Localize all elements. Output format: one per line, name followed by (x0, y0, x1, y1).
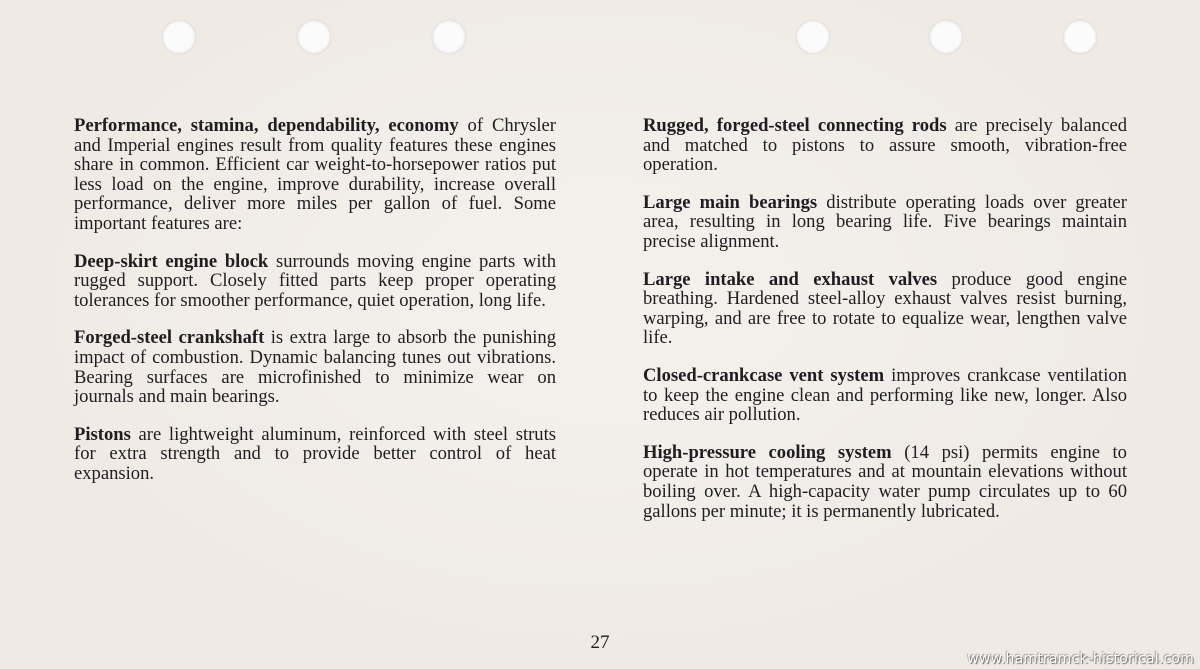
paragraph-connecting-rods (643, 116, 1127, 175)
paragraph-valves (643, 270, 1127, 348)
paragraph-lead: Forged-steel crankshaft (74, 327, 265, 349)
left-column (74, 116, 556, 502)
paragraph-engine-block (74, 252, 556, 311)
paragraph-crankshaft (74, 328, 556, 406)
right-column (643, 116, 1127, 539)
binder-hole (796, 20, 830, 54)
paragraph-vent-system (643, 366, 1127, 425)
binder-hole (297, 20, 331, 54)
paragraph-lead: Large intake and exhaust valves (643, 268, 938, 290)
paragraph-lead: Pistons (74, 423, 131, 445)
paragraph-lead: Performance, stamina, dependability, economy (74, 115, 459, 136)
paragraph-body: of Chrysler and Imperial engines result from quality features these engines share in common. Efficient car weight-to-horsepower ratios put less load on the engine, improve durability, increase overall performance, deliver more miles per gallon of fuel. Some important features are: (74, 115, 556, 234)
paragraph-body: produce good engine breathing. Hardened steel-alloy exhaust valves resist burning, warping, and are free to rotate to equalize wear, lengthen valve life. (643, 268, 1127, 349)
binder-hole (929, 20, 963, 54)
page-number: 27 (590, 632, 610, 653)
watermark: www.hamtramck-historical.com (967, 651, 1194, 667)
paragraph-body: are precisely balanced and matched to pistons to assure smooth, vibration-free operation. (643, 115, 1128, 176)
paragraph-body: distribute operating loads over greater area, resulting in long bearing life. Five bearings maintain precise alignment. (643, 191, 1127, 252)
paragraph-lead: Large main bearings (643, 191, 818, 213)
paragraph-performance (74, 116, 556, 234)
paragraph-body: is extra large to absorb the punishing impact of combustion. Dynamic balancing tunes out vibrations. Bearing surfaces are microfinished to minimize wear on journals and main bearings. (74, 327, 556, 408)
paragraph-body: are lightweight aluminum, reinforced with steel struts for extra strength and to provide better control of heat expansion. (74, 423, 556, 484)
binder-hole (1063, 20, 1097, 54)
paragraph-body: surrounds moving engine parts with rugged support. Closely fitted parts keep proper operating tolerances for smoother performance, quiet operation, long life. (74, 250, 557, 311)
paragraph-lead: Closed-crankcase vent system (643, 364, 885, 386)
binder-hole (162, 20, 196, 54)
paragraph-cooling-system (643, 443, 1127, 521)
binder-hole (432, 20, 466, 54)
paragraph-main-bearings (643, 193, 1127, 252)
paragraph-pistons (74, 425, 556, 484)
paragraph-body: improves crankcase ventilation to keep the engine clean and performing like new, longer. Also reduces air pollution. (643, 364, 1127, 426)
paragraph-lead: Rugged, forged-steel connecting rods (643, 115, 947, 136)
paragraph-lead: Deep-skirt engine block (74, 250, 269, 272)
paragraph-lead: High-pressure cooling system (643, 441, 892, 463)
paragraph-body: (14 psi) permits engine to operate in hot temperatures and at mountain elevations without boiling over. A high-capacity water pump circulates up to 60 gallons per minute; it is permanently lubricated. (643, 441, 1127, 522)
